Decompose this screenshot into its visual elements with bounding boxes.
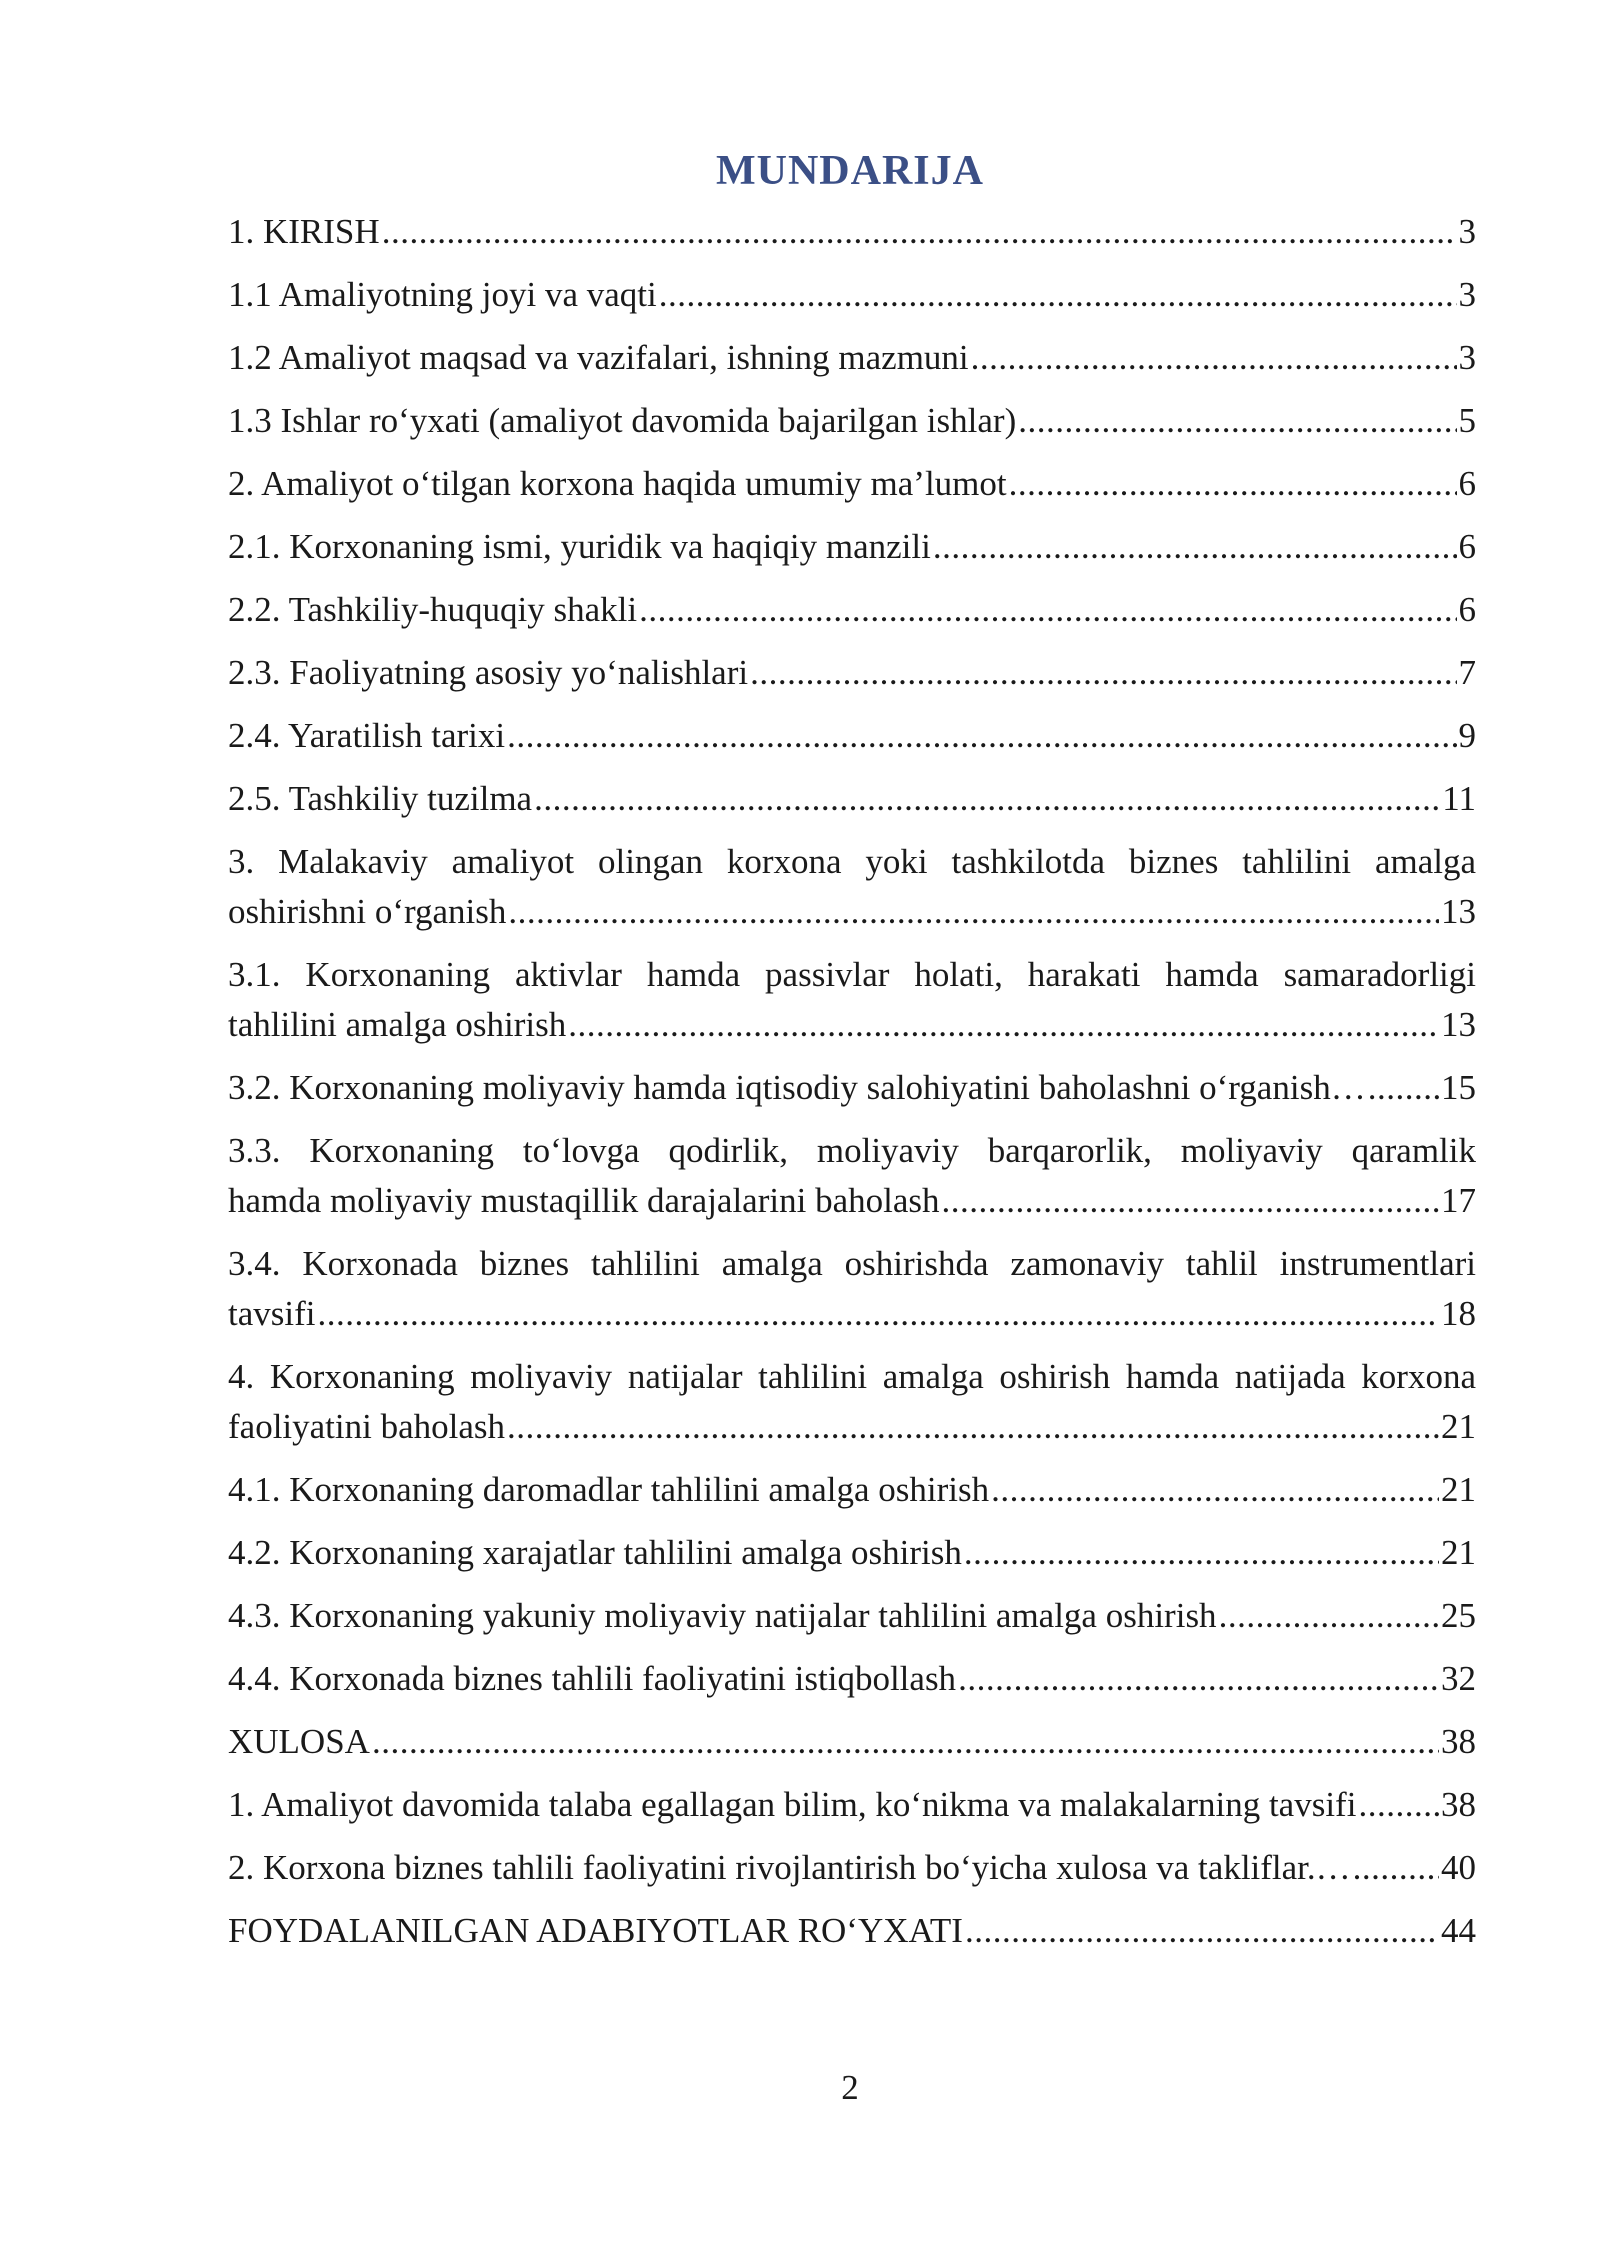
toc-entry[interactable]: [228, 837, 1476, 937]
toc-entry-page-number: 15: [1441, 1068, 1476, 1107]
toc-entry-title: 1. KIRISH: [228, 212, 380, 251]
toc-entry-title: tahlilini amalga oshirish: [228, 1005, 567, 1044]
dot-leader: [317, 1289, 1439, 1339]
dot-leader: [991, 1465, 1439, 1515]
toc-entry[interactable]: [228, 1654, 1476, 1704]
toc-entry-line: [228, 774, 1476, 824]
toc-entry-line: [228, 270, 1476, 320]
toc-entry[interactable]: [228, 1239, 1476, 1339]
toc-entry-page-number: 13: [1441, 892, 1476, 931]
dot-leader: [1368, 1063, 1439, 1113]
toc-entry-page-number: 32: [1441, 1659, 1476, 1698]
toc-entry-page-number: 6: [1458, 527, 1476, 566]
toc-entry-title: 1.1 Amaliyotning joyi va vaqti: [228, 275, 657, 314]
toc-entry[interactable]: [228, 270, 1476, 320]
dot-leader: [1358, 1780, 1439, 1830]
toc-entry-page-number: 38: [1441, 1722, 1476, 1761]
toc-entry[interactable]: [228, 1843, 1476, 1893]
toc-entry-title: 1.3 Ishlar ro‘yxati (amaliyot davomida bajarilgan ishlar): [228, 401, 1017, 440]
toc-entry-line: [228, 1843, 1476, 1893]
toc-entry-line: [228, 585, 1476, 635]
toc-entry[interactable]: [228, 522, 1476, 572]
toc-entry-page-number: 21: [1441, 1470, 1476, 1509]
dot-leader: [933, 522, 1457, 572]
toc-entry[interactable]: [228, 207, 1476, 257]
toc-entry-title: 3.2. Korxonaning moliyaviy hamda iqtisodiy salohiyatini baholashni o‘rganish…: [228, 1068, 1366, 1107]
toc-entry-line: [228, 1906, 1476, 1956]
toc-entry-page-number: 21: [1441, 1533, 1476, 1572]
dot-leader: [508, 887, 1439, 937]
dot-leader: [534, 774, 1440, 824]
toc-entry-title: 1. Amaliyot davomida talaba egallagan bilim, ko‘nikma va malakalarning tavsifi: [228, 1785, 1357, 1824]
toc-entry-line: [228, 333, 1476, 383]
page-number: 2: [841, 2068, 859, 2107]
dot-leader: [372, 1717, 1439, 1767]
dot-leader: [958, 1654, 1439, 1704]
toc-entry-title: 4.3. Korxonaning yakuniy moliyaviy natijalar tahlilini amalga oshirish: [228, 1596, 1217, 1635]
toc-entry-page-number: 38: [1441, 1785, 1476, 1824]
toc-entry-line: [228, 1780, 1476, 1830]
toc-entry[interactable]: [228, 1465, 1476, 1515]
toc-entry[interactable]: [228, 1063, 1476, 1113]
dot-leader: [382, 207, 1457, 257]
toc-entry[interactable]: [228, 1591, 1476, 1641]
dot-leader: [507, 1402, 1439, 1452]
toc-entry-first-line: 3. Malakaviy amaliyot olingan korxona yoki tashkilotda biznes tahlilini amalga: [228, 842, 1476, 881]
dot-leader: [568, 1000, 1439, 1050]
toc-entry-title: 4.4. Korxonada biznes tahlili faoliyatini istiqbollash: [228, 1659, 957, 1698]
toc-entry-title: 4.2. Korxonaning xarajatlar tahlilini amalga oshirish: [228, 1533, 962, 1572]
toc-entry-title: tavsifi: [228, 1294, 316, 1333]
toc-entry-page-number: 44: [1441, 1911, 1476, 1950]
toc-entry-line: [228, 1591, 1476, 1641]
toc-entry-title: XULOSA: [228, 1722, 370, 1761]
table-of-contents: [228, 207, 1476, 1969]
toc-entry-first-line: 3.4. Korxonada biznes tahlilini amalga oshirishda zamonaviy tahlil instrumentlari: [228, 1244, 1476, 1283]
toc-entry-line: [228, 1063, 1476, 1113]
toc-entry-title: 2.5. Tashkiliy tuzilma: [228, 779, 533, 818]
toc-entry-title: faoliyatini baholash: [228, 1407, 506, 1446]
toc-entry[interactable]: [228, 1352, 1476, 1452]
toc-entry-page-number: 13: [1441, 1005, 1476, 1044]
toc-entry[interactable]: [228, 459, 1476, 509]
dot-leader: [1353, 1843, 1439, 1893]
toc-entry-title: 2.2. Tashkiliy-huquqiy shakli: [228, 590, 638, 629]
toc-entry-page-number: 9: [1458, 716, 1476, 755]
dot-leader: [659, 270, 1457, 320]
toc-entry[interactable]: [228, 1780, 1476, 1830]
toc-entry-line: [228, 522, 1476, 572]
toc-entry-line: [228, 1528, 1476, 1578]
toc-entry-line: [228, 1654, 1476, 1704]
toc-entry-line: [228, 1176, 1476, 1226]
toc-entry-title: FOYDALANILGAN ADABIYOTLAR RO‘YXATI: [228, 1911, 963, 1950]
page-title: MUNDARIJA: [716, 148, 984, 194]
toc-entry[interactable]: [228, 1906, 1476, 1956]
toc-entry[interactable]: [228, 333, 1476, 383]
toc-entry-line: [228, 1465, 1476, 1515]
toc-entry-page-number: 25: [1441, 1596, 1476, 1635]
toc-entry-page-number: 18: [1441, 1294, 1476, 1333]
toc-entry-page-number: 11: [1442, 779, 1476, 818]
dot-leader: [1219, 1591, 1439, 1641]
toc-entry[interactable]: [228, 1528, 1476, 1578]
toc-entry[interactable]: [228, 950, 1476, 1050]
toc-entry-title: oshirishni o‘rganish: [228, 892, 507, 931]
toc-entry-title: 4.1. Korxonaning daromadlar tahlilini amalga oshirish: [228, 1470, 990, 1509]
dot-leader: [964, 1528, 1439, 1578]
toc-entry-page-number: 6: [1458, 590, 1476, 629]
toc-entry-page-number: 3: [1458, 212, 1476, 251]
toc-entry-line: [228, 1717, 1476, 1767]
toc-entry-first-line: 4. Korxonaning moliyaviy natijalar tahlilini amalga oshirish hamda natijada korxona: [228, 1357, 1476, 1396]
toc-entry-title: 2. Amaliyot o‘tilgan korxona haqida umumiy ma’lumot: [228, 464, 1007, 503]
toc-entry-line: [228, 207, 1476, 257]
dot-leader: [507, 711, 1456, 761]
dot-leader: [639, 585, 1456, 635]
dot-leader: [971, 333, 1457, 383]
toc-entry-page-number: 5: [1458, 401, 1476, 440]
dot-leader: [941, 1176, 1439, 1226]
dot-leader: [1018, 396, 1456, 446]
toc-entry-first-line: 3.1. Korxonaning aktivlar hamda passivlar holati, harakati hamda samaradorligi: [228, 955, 1476, 994]
toc-entry-line: [228, 648, 1476, 698]
toc-entry-page-number: 3: [1458, 275, 1476, 314]
dot-leader: [965, 1906, 1439, 1956]
toc-entry-page-number: 40: [1441, 1848, 1476, 1887]
toc-entry-first-line: 3.3. Korxonaning to‘lovga qodirlik, moliyaviy barqarorlik, moliyaviy qaramlik: [228, 1131, 1476, 1170]
dot-leader: [750, 648, 1456, 698]
toc-entry[interactable]: [228, 1717, 1476, 1767]
toc-entry[interactable]: [228, 396, 1476, 446]
toc-entry[interactable]: [228, 711, 1476, 761]
dot-leader: [1009, 459, 1457, 509]
toc-entry-page-number: 3: [1458, 338, 1476, 377]
toc-entry-title: 2.3. Faoliyatning asosiy yo‘nalishlari: [228, 653, 749, 692]
toc-entry-title: 2.1. Korxonaning ismi, yuridik va haqiqiy manzili: [228, 527, 931, 566]
toc-entry-line: [228, 711, 1476, 761]
toc-entry-line: [228, 1402, 1476, 1452]
toc-entry-title: 1.2 Amaliyot maqsad va vazifalari, ishning mazmuni: [228, 338, 969, 377]
toc-entry-line: [228, 396, 1476, 446]
toc-entry-page-number: 7: [1458, 653, 1476, 692]
toc-entry-title: hamda moliyaviy mustaqillik darajalarini baholash: [228, 1181, 940, 1220]
toc-entry-line: [228, 1289, 1476, 1339]
toc-entry[interactable]: [228, 585, 1476, 635]
toc-entry-line: [228, 887, 1476, 937]
toc-entry-title: 2.4. Yaratilish tarixi: [228, 716, 506, 755]
toc-entry-page-number: 17: [1441, 1181, 1476, 1220]
toc-entry-page-number: 6: [1458, 464, 1476, 503]
toc-entry-title: 2. Korxona biznes tahlili faoliyatini rivojlantirish bo‘yicha xulosa va takliflar.…: [228, 1848, 1351, 1887]
toc-entry-page-number: 21: [1441, 1407, 1476, 1446]
toc-entry-line: [228, 459, 1476, 509]
toc-entry[interactable]: [228, 774, 1476, 824]
toc-entry[interactable]: [228, 1126, 1476, 1226]
toc-entry[interactable]: [228, 648, 1476, 698]
toc-entry-line: [228, 1000, 1476, 1050]
